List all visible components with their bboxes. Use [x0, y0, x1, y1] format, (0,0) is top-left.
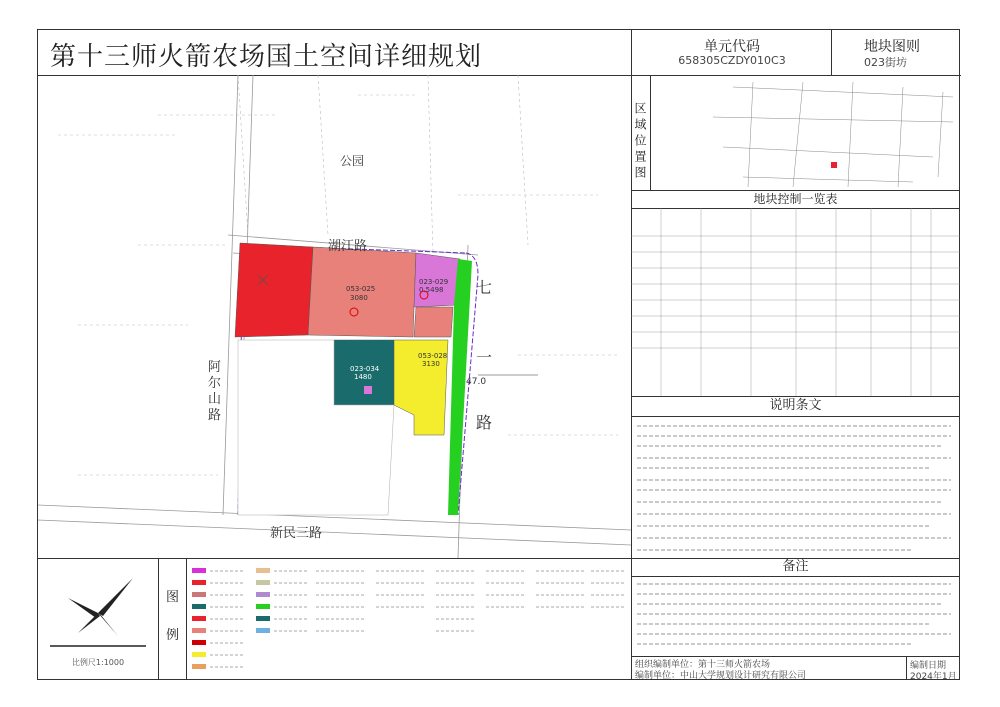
scale-label: 比例尺1:1000 — [71, 658, 125, 667]
road-south-label: 新民三路 — [270, 526, 323, 541]
location-marker — [831, 162, 837, 168]
description-text-lines — [631, 416, 960, 558]
map-type-label: 地块图则 — [864, 39, 920, 55]
legend-swatches — [186, 558, 631, 680]
unit-code-label: 单元代码 — [704, 39, 760, 55]
dimension-label: 47.0 — [466, 377, 487, 387]
location-label: 区域位置图 — [631, 75, 651, 190]
legend-label-bottom: 例 — [166, 628, 180, 643]
parcel-c-code: 023-034 — [350, 365, 380, 373]
road-east-bottom-label: 路 — [476, 413, 493, 432]
parcel-b-code: 023-029 — [419, 278, 449, 286]
road-north-label: 湖江路 — [328, 239, 368, 254]
parcel-c-area: 1480 — [354, 373, 372, 381]
parcel-a-code: 053-025 — [346, 285, 376, 293]
map-type-value: 023街坊 — [864, 56, 907, 69]
control-table-title: 地块控制一览表 — [631, 190, 960, 209]
date-value: 2024年1月 — [910, 672, 957, 682]
parcel-d-code: 053-028 — [418, 352, 448, 360]
legend-label — [158, 558, 187, 680]
org-line-2: 编制单位：中山大学规划设计研究有限公司 — [635, 671, 807, 681]
parcel-d-area: 3130 — [422, 360, 440, 368]
notes-text-lines — [631, 576, 960, 656]
road-west-label: 阿尔山路 — [208, 360, 222, 423]
unit-code-box — [631, 30, 832, 76]
notes-body — [631, 576, 960, 657]
control-table — [631, 208, 960, 397]
org-line-1: 组织编制单位：第十三师火箭农场 — [635, 660, 771, 670]
legend-body — [186, 558, 632, 680]
parcel-a-area: 3080 — [350, 294, 368, 302]
park-label: 公园 — [340, 154, 365, 168]
map-svg — [38, 75, 631, 558]
notes-title: 备注 — [631, 558, 960, 577]
location-map — [653, 77, 958, 187]
compass-box — [38, 558, 159, 680]
description-title: 说明条文 — [631, 396, 960, 417]
legend-label-top: 图 — [166, 590, 180, 605]
map-canvas[interactable] — [38, 75, 632, 559]
parcel-b-area: 0.5498 — [419, 286, 444, 294]
org-box — [631, 656, 907, 680]
location-map-box — [631, 75, 960, 191]
description-body — [631, 416, 960, 559]
page-title: 第十三师火箭农场国土空间详细规划 — [50, 42, 483, 72]
title-bar — [38, 30, 631, 76]
control-table-grid — [631, 208, 960, 396]
map-type-box — [831, 30, 961, 76]
north-arrow-icon — [38, 558, 158, 658]
date-box — [906, 656, 960, 680]
road-east-top-label: 七 — [476, 278, 493, 297]
unit-code-value: 658305CZDY010C3 — [678, 54, 786, 67]
road-east-mid-label: 一 — [476, 348, 493, 367]
date-label: 编制日期 — [910, 661, 947, 671]
